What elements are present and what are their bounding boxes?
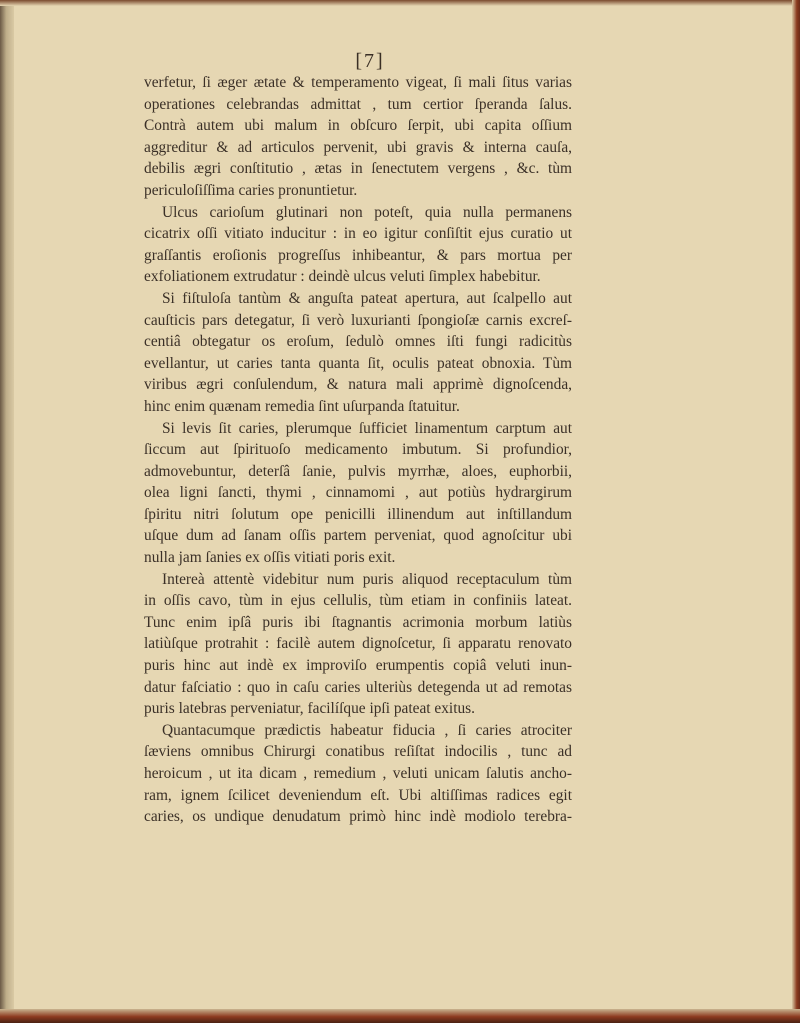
page-number: [7] xyxy=(355,50,385,72)
text-line: heroicum , ut ita dicam , remedium , veluti unicam ſalutis ancho- xyxy=(144,765,572,782)
page-top-edge xyxy=(0,0,800,6)
text-line: ſæviens omnibus Chirurgi conatibus reſiſtat indocilis , tunc ad xyxy=(144,743,572,761)
text-line: caries, os undique denudatum primò hinc indè modiolo terebra- xyxy=(144,808,572,826)
text-line: puris hinc aut indè ex improviſo erumpentis copiâ veluti inun- xyxy=(144,657,572,675)
body-text xyxy=(144,72,572,828)
text-line: viribus ægri conſulendum, & natura mali apprimè dignoſcenda, xyxy=(144,376,572,394)
text-line: Contrà autem ubi malum in obſcuro ſerpit, ubi capita oſſium xyxy=(144,117,572,135)
text-line: cicatrix oſſi vitiato inducitur : in eo igitur conſiſtit ejus curatio ut xyxy=(144,225,572,243)
text-line: Si levis ſit caries, plerumque ſufficiet linamentum carptum aut xyxy=(162,419,572,437)
text-line: Si fiſtuloſa tantùm & anguſta pateat apertura, aut ſcalpello aut xyxy=(162,289,572,307)
text-line: admovebuntur, deterſâ ſanie, pulvis myrrhæ, aloes, euphorbii, xyxy=(144,462,572,480)
text-line: in oſſis cavo, tùm in ejus cellulis, tùm etiam in confiniis lateat. xyxy=(144,592,572,610)
text-line: Quantacumque prædictis habeatur fiducia , ſi caries atrociter xyxy=(162,721,572,739)
text-line: puris latebras perveniatur, facilíſque ipſi pateat exitus. xyxy=(144,700,476,718)
text-line: cauſticis pars detegatur, ſi verò luxurianti ſpongioſæ carnis excreſ- xyxy=(144,311,572,329)
text-line: periculoſiſſima caries pronuntietur. xyxy=(144,181,358,199)
text-line: evellantur, ut caries tanta quanta ſit, oculis pateat obnoxia. Tùm xyxy=(144,354,572,372)
text-line: datur faſciatio : quo in caſu caries ulteriùs detegenda ut ad remotas xyxy=(144,678,572,696)
text-line: operationes celebrandas admittat , tum certior ſperanda ſalus. xyxy=(144,95,572,113)
text-line: Ulcus carioſum glutinari non poteſt, quia nulla permanens xyxy=(162,203,572,221)
page-bottom-edge xyxy=(0,1009,800,1023)
book-gutter xyxy=(0,0,14,1023)
text-line: Tunc enim ipſâ puris ibi ſtagnantis acrimonia morbum latiùs xyxy=(144,613,572,631)
text-line: centiâ obtegatur os eroſum, ſedulò omnes iſti fungi radicitùs xyxy=(144,333,572,351)
text-line: verfetur, ſi æger ætate & temperamento vigeat, ſi mali ſitus varias xyxy=(144,74,572,91)
text-line: nulla jam ſanies ex oſſis vitiati poris exit. xyxy=(144,549,396,567)
text-line: debilis ægri conſtitutio , ætas in ſenectutem vergens , &c. tùm xyxy=(144,160,572,178)
page-right-edge xyxy=(792,0,800,1023)
text-line: ſiccum aut ſpirituoſo medicamento imbutum. Si profundior, xyxy=(144,441,572,459)
text-line: graſſantis eroſionis progreſſus inhibeantur, & pars mortua per xyxy=(144,246,572,264)
text-line: latiùſque protrahit : facilè autem dignoſcetur, ſi apparatu renovato xyxy=(144,635,572,653)
text-line: olea ligni ſancti, thymi , cinnamomi , aut potiùs hydrargirum xyxy=(144,484,572,502)
text-line: uſque dum ad ſanam oſſis partem perveniat, quod agnoſcitur ubi xyxy=(144,527,572,545)
text-line: hinc enim quænam remedia ſint uſurpanda ſtatuitur. xyxy=(144,397,460,415)
text-line: ſpiritu nitri ſolutum ope penicilli illinendum aut inſtillandum xyxy=(144,505,572,523)
text-line: Intereà attentè videbitur num puris aliquod receptaculum tùm xyxy=(162,570,572,588)
text-line: aggreditur & ad articulos pervenit, ubi gravis & interna cauſa, xyxy=(144,138,572,156)
text-line: exfoliationem extrudatur : deindè ulcus veluti ſimplex habebitur. xyxy=(144,268,541,286)
text-line: ram, ignem ſcilicet deveniendum eſt. Ubi altiſſimas radices egit xyxy=(144,786,572,804)
